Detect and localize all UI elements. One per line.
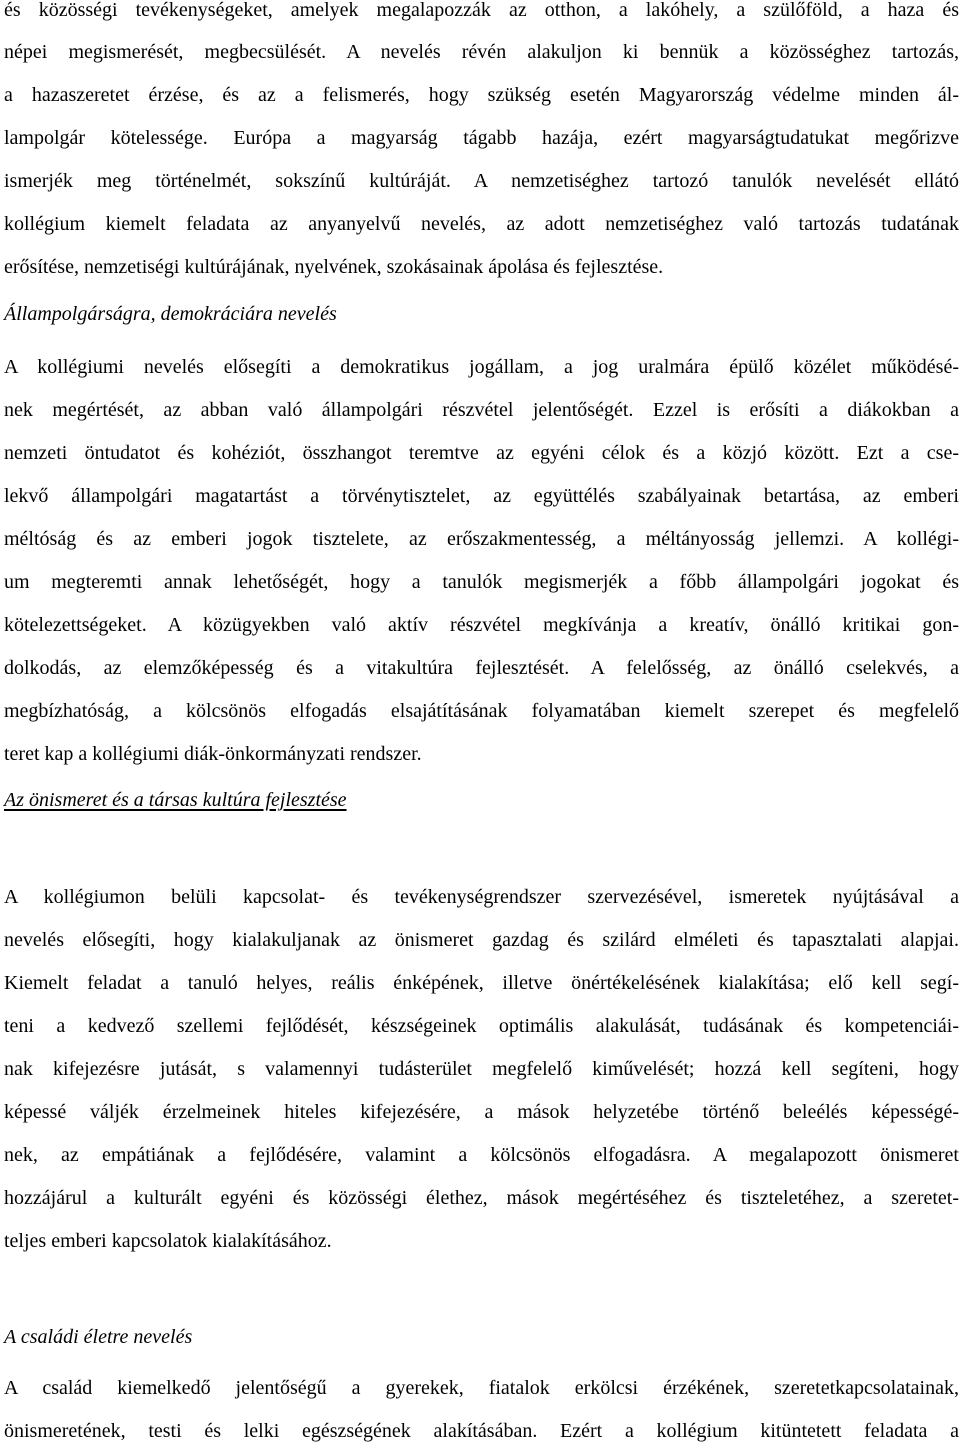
text-line: dolkodás, az elemzőképesség és a vitakultúra fejlesztését. A felelősség, az önálló cselekvés, a	[4, 657, 959, 679]
text-line: nek megértését, az abban való állampolgári részvétel jelentőségét. Ezzel is erősíti a diákokban a	[4, 399, 959, 421]
text-line: teret kap a kollégiumi diák-önkormányzati rendszer.	[4, 743, 422, 765]
text-line: Kiemelt feladat a tanuló helyes, reális énképének, illetve önértékelésének kialakítása; elő kell segí-	[4, 972, 959, 994]
text-line: erősítése, nemzetiségi kultúrájának, nyelvének, szokásainak ápolása és fejlesztése.	[4, 256, 664, 278]
text-line: lampolgár kötelessége. Európa a magyarság tágabb hazája, ezért magyarságtudatukat megőrizve	[4, 127, 959, 149]
text-line: önismeretének, testi és lelki egészségének alakításában. Ezért a kollégium kitüntetett feladata a	[4, 1420, 959, 1442]
text-line: ismerjék meg történelmét, sokszínű kultúráját. A nemzetiséghez tartozó tanulók nevelését ellátó	[4, 170, 959, 192]
section-heading-family-life: A családi életre nevelés	[4, 1326, 193, 1348]
section-heading-citizenship: Állampolgárságra, demokráciára nevelés	[4, 303, 337, 325]
text-line: nak kifejezésre jutását, s valamennyi tudásterület megfelelő kiművelését; hozzá kell segíteni, hogy	[4, 1058, 959, 1080]
text-line: kollégium kiemelt feladata az anyanyelvű nevelés, az adott nemzetiséghez való tartozás tudatának	[4, 213, 959, 235]
text-line: teni a kedvező szellemi fejlődését, készségeinek optimális alakulását, tudásának és kompetenciái-	[4, 1015, 959, 1037]
text-line: A kollégiumi nevelés elősegíti a demokratikus jogállam, a jog uralmára épülő közélet működésé-	[4, 356, 959, 378]
text-line: méltóság és az emberi jogok tisztelete, az erőszakmentesség, a méltányosság jellemzi. A kollégi-	[4, 528, 959, 550]
text-line: nek, az empátiának a fejlődésére, valamint a kölcsönös elfogadásra. A megalapozott önismeret	[4, 1144, 959, 1166]
text-line: a hazaszeretet érzése, és az a felismerés, hogy szükség esetén Magyarország védelme minden ál-	[4, 84, 959, 106]
text-line: megbízhatóság, a kölcsönös elfogadás elsajátításának folyamatában kiemelt szerepet és megfelelő	[4, 700, 959, 722]
text-line: hozzájárul a kulturált egyéni és közösségi élethez, mások megértéséhez és tiszteletéhez, a szeretet-	[4, 1187, 959, 1209]
text-line: lekvő állampolgári magatartást a törvénytisztelet, az együttélés szabályainak betartása, az emberi	[4, 485, 959, 507]
text-line: A kollégiumon belüli kapcsolat- és tevékenységrendszer szervezésével, ismeretek nyújtásával a	[4, 886, 959, 908]
text-line: képessé váljék érzelmeinek hiteles kifejezésére, a mások helyzetébe történő beleélés képességé-	[4, 1101, 959, 1123]
text-line: és közösségi tevékenységeket, amelyek megalapozzák az otthon, a lakóhely, a szülőföld, a haza és	[4, 0, 959, 21]
text-line: kötelezettségeket. A közügyekben való aktív részvétel megkívánja a kreatív, önálló kritikai gon-	[4, 614, 959, 636]
text-line: népei megismerését, megbecsülését. A nevelés révén alakuljon ki bennük a közösséghez tartozás,	[4, 41, 959, 63]
text-line: teljes emberi kapcsolatok kialakításához.	[4, 1230, 332, 1252]
text-line: nevelés elősegíti, hogy kialakuljanak az önismeret gazdag és szilárd elméleti és tapasztalati alapjai.	[4, 929, 959, 951]
text-line: A család kiemelkedő jelentőségű a gyerekek, fiatalok erkölcsi érzékének, szeretetkapcsolatainak,	[4, 1377, 959, 1399]
text-line: nemzeti öntudatot és kohéziót, összhangot teremtve az egyéni célok és a közjó között. Ezt a cse-	[4, 442, 959, 464]
section-heading-self-knowledge: Az önismeret és a társas kultúra fejlesztése	[4, 789, 347, 811]
text-line: um megteremti annak lehetőségét, hogy a tanulók megismerjék a főbb állampolgári jogokat és	[4, 571, 959, 593]
